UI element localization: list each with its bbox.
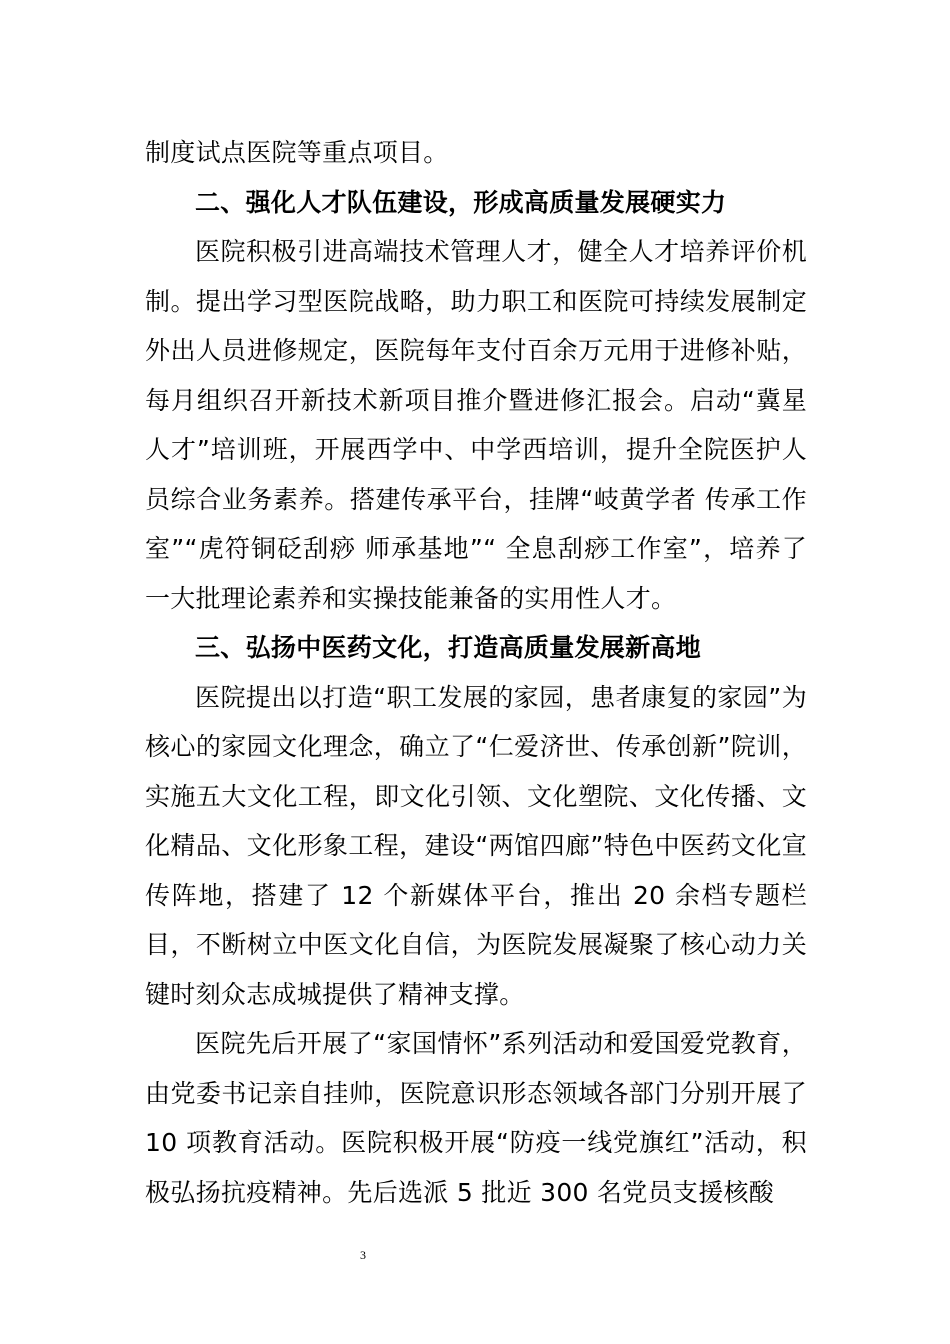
section-heading-three: 三、弘扬中医药文化，打造高质量发展新高地 bbox=[195, 633, 702, 662]
page-number: 3 bbox=[360, 1248, 366, 1262]
paragraph-culture: 医院提出以打造“职工发展的家园，患者康复的家园”为核心的家园文化理念，确立了“仁爱济世、传承创新”院训，实施五大文化工程，即文化引领、文化塑院、文化传播、文化精品、文化形象工程，建设“两馆四廊”特色中医药文化宣传阵地，搭建了 12 个新媒体平台，推出 20 余档专题栏目，不断树立中医文化自信，为医院发展凝聚了核心动力关键时刻众志成城提供了精神支撑。 bbox=[145, 682, 807, 1009]
paragraph-continuation: 制度试点医院等重点项目。 bbox=[145, 138, 449, 167]
paragraph-patriotism: 医院先后开展了“家国情怀”系列活动和爱国爱党教育，由党委书记亲自挂帅，医院意识形态领域各部门分别开展了 10 项教育活动。医院积极开展“防疫一线党旗红”活动，积极弘扬抗疫精神。先后选派 5 批近 300 名党员支援核酸 bbox=[145, 1029, 807, 1207]
document-body bbox=[145, 128, 807, 1217]
paragraph-talent: 医院积极引进高端技术管理人才，健全人才培养评价机制。提出学习型医院战略，助力职工和医院可持续发展制定外出人员进修规定，医院每年支付百余万元用于进修补贴，每月组织召开新技术新项目推介暨进修汇报会。启动“冀星人才”培训班，开展西学中、中学西培训，提升全院医护人员综合业务素养。搭建传承平台，挂牌“岐黄学者 传承工作室”“虎符铜砭刮痧 师承基地”“ 全息刮痧工作室”，培养了一大批理论素养和实操技能兼备的实用性人才。 bbox=[145, 237, 807, 613]
section-heading-two: 二、强化人才队伍建设，形成高质量发展硬实力 bbox=[195, 187, 727, 217]
